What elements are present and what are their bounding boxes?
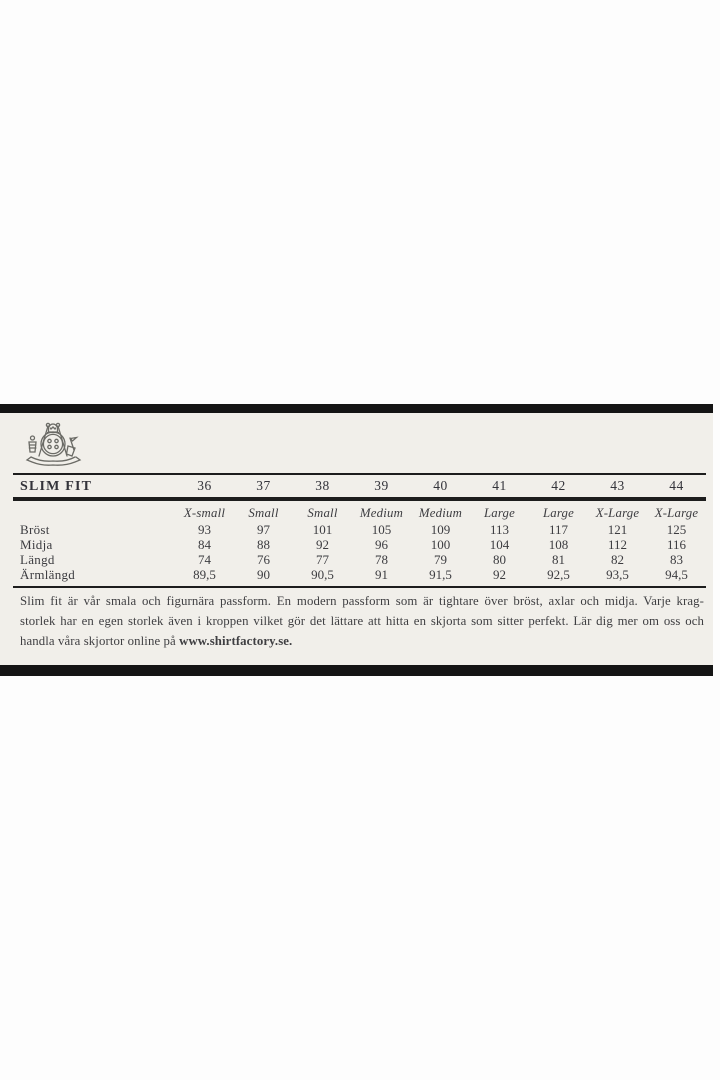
measurement-value: 91,5 [429,567,452,582]
description-line: Slim fit är vår smala och figurnära passform. En modern passform som är tightare över bröst, axlar och midja. Varje krag- [20,594,704,608]
size-name-row [20,505,706,522]
collar-size: 37 [256,478,271,493]
measurement-value: 108 [548,537,569,552]
header-top-rule [13,473,706,475]
collar-size: 44 [669,478,684,493]
row-label: Längd [20,552,55,567]
description-line [20,631,704,651]
measurement-value: 112 [607,537,628,552]
size-name: X-small [183,506,226,520]
collar-size: 40 [433,478,448,493]
collar-size: 41 [492,478,507,493]
collar-size: 42 [551,478,566,493]
measurement-value: 82 [611,552,624,567]
description-text: handla våra skjortor online på [20,634,180,648]
measurement-value: 104 [489,537,510,552]
measurement-value: 92 [493,567,506,582]
shirt-factory-crest-icon [22,416,84,468]
size-name: Large [483,506,516,520]
measurement-value: 93,5 [606,567,629,582]
measurement-value: 84 [198,537,211,552]
measurement-value: 105 [371,522,392,537]
size-name: Medium [418,506,463,520]
measurement-value: 101 [312,522,333,537]
measurement-value: 117 [548,522,569,537]
collar-size: 39 [374,478,389,493]
measurement-value: 90,5 [311,567,334,582]
row-label: Midja [20,537,53,552]
row-label: Ärmlängd [20,567,76,582]
size-name: X-Large [595,506,640,520]
collar-size: 43 [610,478,625,493]
measurement-value: 97 [257,522,270,537]
measurement-value: 78 [375,552,388,567]
measurement-table [20,505,706,582]
measurement-value: 83 [670,552,683,567]
table-row-armlangd [20,567,706,582]
description-line: storlek har en egen storlek även i kroppen vilket gör det lättare att hitta en skjorta som sitter perfekt. Lär dig mer om oss och [20,614,704,628]
table-bottom-rule [13,586,706,588]
measurement-value: 74 [198,552,211,567]
measurement-value: 113 [489,522,510,537]
measurement-value: 92 [316,537,329,552]
measurement-value: 79 [434,552,447,567]
size-header-row [20,478,706,495]
measurement-value: 91 [375,567,388,582]
measurement-value: 90 [257,567,270,582]
website-url: www.shirtfactory.se. [179,634,293,648]
measurement-value: 89,5 [193,567,216,582]
fit-title: SLIM FIT [20,479,93,494]
header-bottom-rule [13,497,706,501]
measurement-value: 81 [552,552,565,567]
size-name: Small [307,506,338,520]
card-bottom-border [0,665,713,676]
table-row-langd [20,552,706,567]
measurement-value: 80 [493,552,506,567]
measurement-value: 96 [375,537,388,552]
size-name: Small [248,506,279,520]
measurement-value: 92,5 [547,567,570,582]
size-guide-card [0,404,713,676]
measurement-value: 93 [198,522,211,537]
collar-size: 38 [315,478,330,493]
table-row-brost [20,522,706,537]
measurement-value: 77 [316,552,329,567]
measurement-value: 100 [430,537,451,552]
measurement-value: 109 [430,522,451,537]
measurement-value: 94,5 [665,567,688,582]
fit-description [20,591,704,651]
measurement-value: 116 [666,537,687,552]
measurement-value: 88 [257,537,270,552]
measurement-value: 125 [666,522,687,537]
table-row-midja [20,537,706,552]
size-name: Medium [359,506,404,520]
collar-size: 36 [197,478,212,493]
size-name: Large [542,506,575,520]
measurement-value: 121 [607,522,628,537]
size-name: X-Large [654,506,699,520]
row-label: Bröst [20,522,50,537]
measurement-value: 76 [257,552,270,567]
card-top-border [0,404,713,413]
